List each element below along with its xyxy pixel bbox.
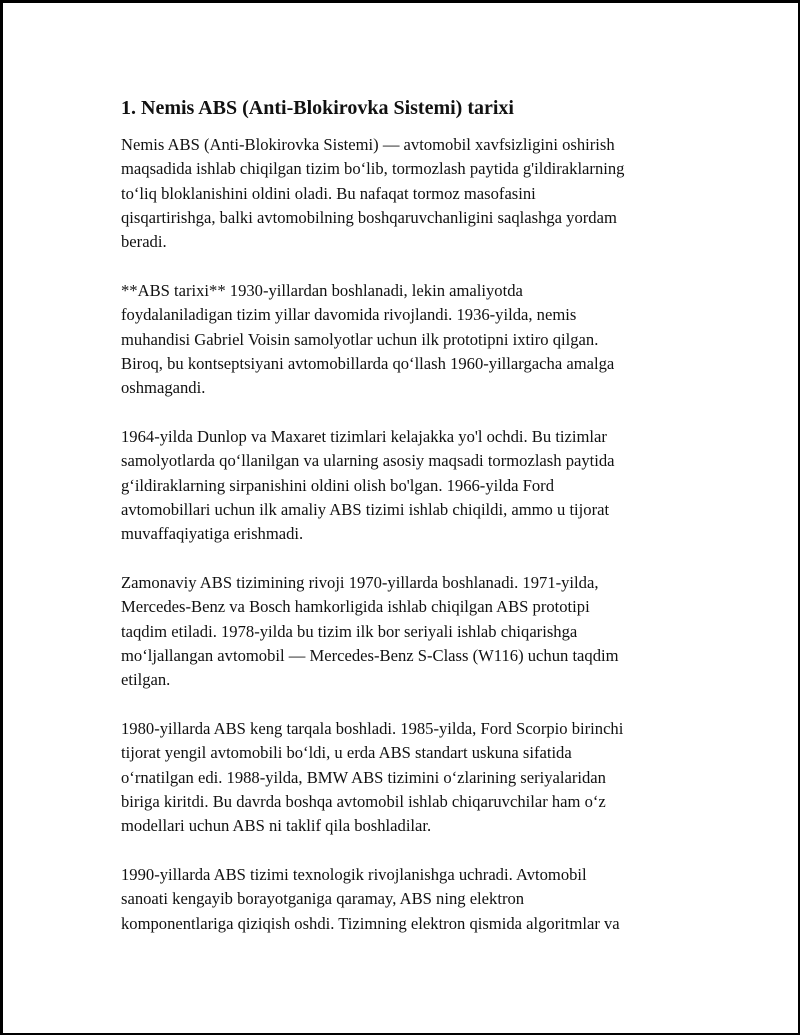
paragraph-1970s (121, 571, 701, 692)
text-line: foydalaniladigan tizim yillar davomida rivojlandi. 1936-yilda, nemis (121, 305, 577, 325)
text-line: g‘ildiraklarning sirpanishini oldini olish bo'lgan. 1966-yilda Ford (121, 475, 555, 495)
text-line: qisqartirishga, balki avtomobilning boshqaruvchanligini saqlashga yordam (121, 207, 617, 227)
text-line: taqdim etiladi. 1978-yilda bu tizim ilk bor seriyali ishlab chiqarishga (121, 621, 578, 641)
text-line: samolyotlarda qo‘llanilgan va ularning asosiy maqsadi tormozlash paytida (121, 451, 615, 471)
text-line: Nemis ABS (Anti-Blokirovka Sistemi) — avtomobil xavfsizligini oshirish (121, 135, 615, 154)
text-line: **ABS tarixi** 1930-yillardan boshlanadi, lekin amaliyotda (121, 280, 523, 300)
text-line: beradi. (121, 232, 167, 252)
text-line: Mercedes-Benz va Bosch hamkorligida ishlab chiqilgan ABS prototipi (121, 597, 590, 617)
text-line: to‘liq bloklanishini oldini oladi. Bu nafaqat tormoz masofasini (121, 183, 536, 203)
paragraph-history-origins (121, 279, 701, 400)
document-body (121, 93, 701, 960)
text-line: maqsadida ishlab chiqilgan tizim bo‘lib, tormozlash paytida g'ildiraklarning (121, 159, 625, 179)
text-line: muvaffaqiyatiga erishmadi. (121, 524, 304, 544)
text-line: Biroq, bu kontseptsiyani avtomobillarda qo‘llash 1960-yillargacha amalga (121, 353, 615, 373)
text-line: oshmagandi. (121, 378, 206, 398)
paragraph-1960s (121, 425, 701, 546)
section-heading: 1. Nemis ABS (Anti-Blokirovka Sistemi) tarixi (121, 97, 514, 119)
paragraph-intro (121, 133, 701, 254)
text-line: komponentlariga qiziqish oshdi. Tizimning elektron qismida algoritmlar va (121, 913, 620, 933)
paragraph-1990s (121, 863, 701, 936)
paragraph-1980s (121, 717, 701, 838)
text-line: avtomobillari uchun ilk amaliy ABS tizimi ishlab chiqildi, ammo u tijorat (121, 499, 610, 519)
text-line: sanoati kengayib borayotganiga qaramay, ABS ning elektron (121, 889, 525, 909)
text-line: modellari uchun ABS ni taklif qila boshladilar. (121, 816, 432, 836)
text-line: etilgan. (121, 670, 171, 690)
text-line: 1990-yillarda ABS tizimi texnologik rivojlanishga uchradi. Avtomobil (121, 864, 587, 884)
text-line: 1964-yilda Dunlop va Maxaret tizimlari kelajakka yo'l ochdi. Bu tizimlar (121, 426, 607, 446)
text-line: muhandisi Gabriel Voisin samolyotlar uchun ilk prototipni ixtiro qilgan. (121, 329, 599, 349)
text-line: biriga kiritdi. Bu davrda boshqa avtomobil ishlab chiqaruvchilar ham o‘z (121, 791, 606, 811)
text-line: mo‘ljallangan avtomobil — Mercedes-Benz S-Class (W116) uchun taqdim (121, 645, 619, 665)
text-line: Zamonaviy ABS tizimining rivoji 1970-yillarda boshlanadi. 1971-yilda, (121, 572, 599, 592)
text-line: o‘rnatilgan edi. 1988-yilda, BMW ABS tizimini o‘zlarining seriyalaridan (121, 767, 606, 787)
text-line: 1980-yillarda ABS keng tarqala boshladi. 1985-yilda, Ford Scorpio birinchi (121, 718, 624, 738)
text-line: tijorat yengil avtomobili bo‘ldi, u erda ABS standart uskuna sifatida (121, 743, 572, 763)
